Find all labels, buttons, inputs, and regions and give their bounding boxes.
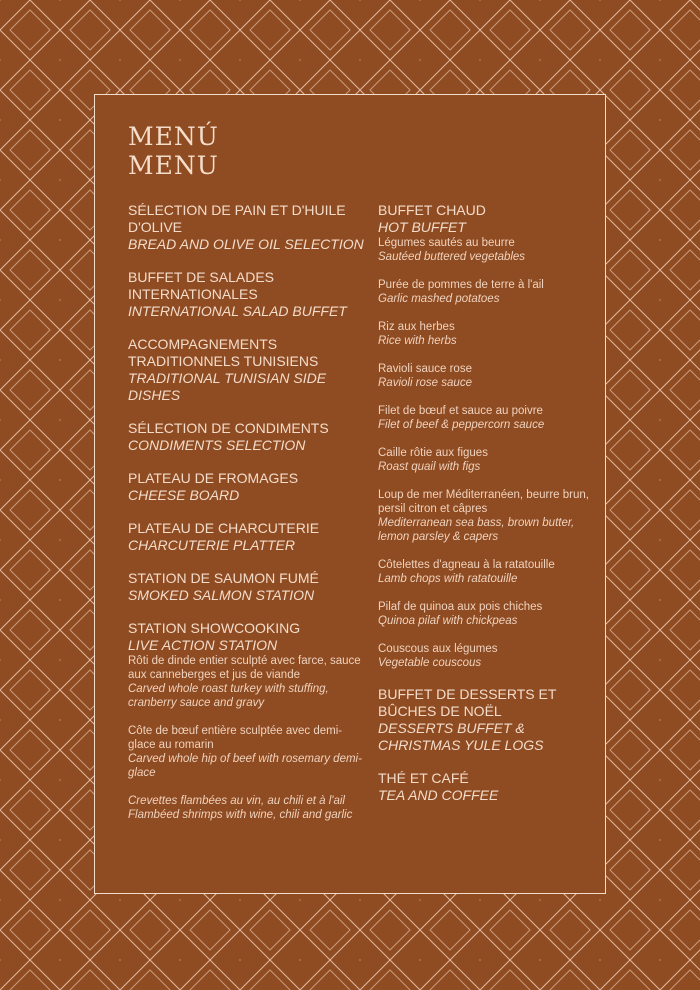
dish-fr: Caille rôtie aux figues (378, 447, 488, 459)
section-title-en: LIVE ACTION STATION (128, 637, 278, 653)
dish-fr: Côtelettes d'agneau à la ratatouille (378, 559, 555, 571)
section-title-en: DESSERTS BUFFET & CHRISTMAS YULE LOGS (378, 720, 544, 753)
section-title-fr: THÉ ET CAFÉ (378, 770, 469, 786)
menu-section (128, 470, 364, 504)
section-title-en: CHEESE BOARD (128, 487, 240, 503)
section-title-fr: PLATEAU DE CHARCUTERIE (128, 520, 320, 536)
dish-en: Flambéed shrimps with wine, chili and garlic (128, 809, 353, 821)
dish-fr: Ravioli sauce rose (378, 363, 472, 375)
section-title-fr: ACCOMPAGNEMENTS TRADITIONNELS TUNISIENS (128, 336, 319, 369)
dish-fr: Loup de mer Méditerranéen, beurre brun, persil citron et câpres (378, 489, 589, 515)
dish-item (378, 600, 596, 628)
section-title-fr: BUFFET DE SALADES INTERNATIONALES (128, 269, 275, 302)
right-column (378, 202, 596, 820)
title-fr: MENÚ (128, 122, 219, 151)
dish-en: Lamb chops with ratatouille (378, 573, 518, 585)
menu-section (128, 570, 364, 604)
section-title-en: BREAD AND OLIVE OIL SELECTION (128, 236, 364, 252)
menu-section (128, 420, 364, 454)
dish-en: Filet of beef & peppercorn sauce (378, 419, 545, 431)
hot-buffet-section (378, 202, 596, 670)
dish-fr: Purée de pommes de terre à l'ail (378, 279, 544, 291)
section-title-en: TRADITIONAL TUNISIAN SIDE DISHES (128, 370, 327, 403)
dish-en: Garlic mashed potatoes (378, 293, 500, 305)
menu-title (128, 122, 219, 180)
dish-item (378, 446, 596, 474)
dish-fr: Rôti de dinde entier sculpté avec farce, sauce aux canneberges et jus de viande (128, 655, 361, 681)
menu-section (128, 202, 364, 253)
dish-en: Mediterranean sea bass, brown butter, lemon parsley & capers (378, 517, 575, 543)
dish-fr: Pilaf de quinoa aux pois chiches (378, 601, 543, 613)
dish-item (378, 488, 596, 544)
dish-en: Carved whole hip of beef with rosemary demi-glace (128, 753, 362, 779)
menu-section (128, 269, 364, 320)
dish-item (128, 794, 364, 822)
title-en: MENU (128, 151, 219, 180)
section-title-fr: SÉLECTION DE CONDIMENTS (128, 420, 329, 436)
dish-fr: Côte de bœuf entière sculptée avec demi-glace au romarin (128, 725, 343, 751)
left-column (128, 202, 364, 838)
section-title-en: INTERNATIONAL SALAD BUFFET (128, 303, 347, 319)
dish-item (378, 278, 596, 306)
section-title-en: SMOKED SALMON STATION (128, 587, 315, 603)
section-title-fr: BUFFET CHAUD (378, 202, 486, 218)
section-title-en: HOT BUFFET (378, 219, 466, 235)
dish-fr: Couscous aux légumes (378, 643, 498, 655)
dish-en: Vegetable couscous (378, 657, 482, 669)
dish-en: Ravioli rose sauce (378, 377, 472, 389)
dish-en: Rice with herbs (378, 335, 457, 347)
dish-en: Quinoa pilaf with chickpeas (378, 615, 518, 627)
dish-item (378, 404, 596, 432)
section-title-en: CHARCUTERIE PLATTER (128, 537, 295, 553)
dish-item (128, 724, 364, 780)
menu-section (378, 686, 596, 754)
dish-en: Carved whole roast turkey with stuffing, cranberry sauce and gravy (128, 683, 329, 709)
section-title-en: CONDIMENTS SELECTION (128, 437, 306, 453)
dish-fr: Légumes sautés au beurre (378, 237, 515, 249)
dish-item (378, 362, 596, 390)
dish-en: Sautéed buttered vegetables (378, 251, 526, 263)
menu-section (128, 520, 364, 554)
dish-item (378, 236, 596, 264)
section-title-fr: STATION DE SAUMON FUMÉ (128, 570, 319, 586)
dish-fr: Riz aux herbes (378, 321, 455, 333)
dish-item (378, 558, 596, 586)
dish-fr: Filet de bœuf et sauce au poivre (378, 405, 543, 417)
menu-section (128, 336, 364, 404)
menu-section (378, 770, 596, 804)
dish-item (378, 642, 596, 670)
dish-fr: Crevettes flambées au vin, au chili et à l'ail (128, 795, 345, 807)
section-title-fr: PLATEAU DE FROMAGES (128, 470, 299, 486)
showcooking-section (128, 620, 364, 822)
section-title-fr: BUFFET DE DESSERTS ET BÛCHES DE NOËL (378, 686, 557, 719)
section-title-fr: STATION SHOWCOOKING (128, 620, 301, 636)
dish-item (128, 654, 364, 710)
section-title-en: TEA AND COFFEE (378, 787, 499, 803)
dish-item (378, 320, 596, 348)
section-title-fr: SÉLECTION DE PAIN ET D'HUILE D'OLIVE (128, 202, 346, 235)
dish-en: Roast quail with figs (378, 461, 481, 473)
